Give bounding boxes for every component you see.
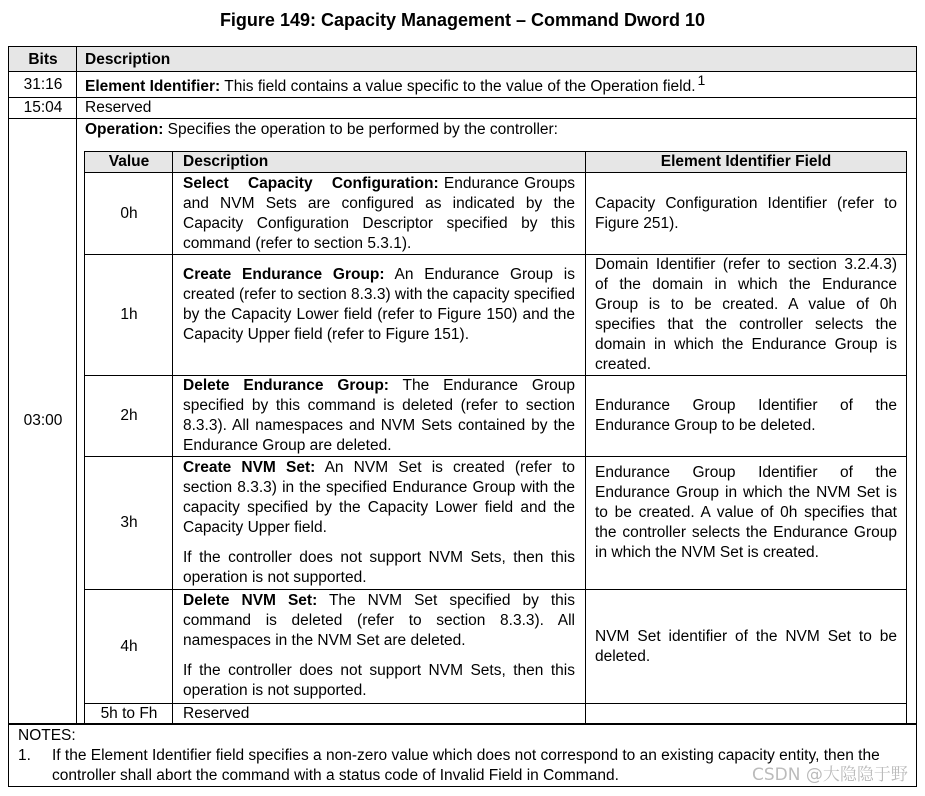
op-description-1h <box>183 265 575 345</box>
header-bits: Bits <box>28 51 58 68</box>
divider <box>85 589 906 590</box>
watermark: CSDN @大隐隐于野 <box>752 765 908 785</box>
notes-heading: NOTES: <box>18 727 76 744</box>
op-label-0h: Select Capacity Configuration: <box>183 175 439 192</box>
op-value-2h: 2h <box>120 407 138 424</box>
figure-title: Figure 149: Capacity Management – Command Dword 10 <box>219 10 706 30</box>
header-element-identifier-field: Element Identifier Field <box>660 153 832 170</box>
op-description-reserved: Reserved <box>183 705 250 722</box>
operation-description <box>85 120 905 140</box>
op-label-2h: Delete Endurance Group: <box>183 377 389 394</box>
footnote-ref: 1 <box>697 72 706 88</box>
bits-column-divider <box>76 47 77 724</box>
op-text-2h: The Endurance Group specified by this command is deleted (refer to section 8.3.3). All namespaces and NVM Sets contained by the Endurance Group are deleted. <box>183 377 575 454</box>
op-description-0h <box>183 174 575 254</box>
op-label-3h: Create NVM Set: <box>183 459 316 476</box>
op-value-3h: 3h <box>120 514 138 531</box>
op-value-4h: 4h <box>120 638 138 655</box>
description-column-divider <box>585 152 586 723</box>
op-element-id-2h: Endurance Group Identifier of the Endurance Group to be deleted. <box>595 397 897 434</box>
reserved-description: Reserved <box>85 99 152 116</box>
op-text-4h: The NVM Set specified by this command is deleted (refer to section 8.3.3). All namespaces in the NVM Set are deleted. <box>183 592 575 649</box>
op-value-1h: 1h <box>120 306 138 323</box>
op-description-2h <box>183 376 575 456</box>
op-element-id-0h: Capacity Configuration Identifier (refer to Figure 251). <box>595 195 897 232</box>
op-note-3h: If the controller does not support NVM Sets, then this operation is not supported. <box>183 549 575 586</box>
header-op-description: Description <box>183 153 269 170</box>
op-label-1h: Create Endurance Group: <box>183 266 385 283</box>
header-description: Description <box>85 51 171 68</box>
op-description-4h <box>183 591 575 701</box>
op-label-4h: Delete NVM Set: <box>183 592 318 609</box>
op-text-0h: Endurance Groups and NVM Sets are configured as indicated by the Capacity Configuration Descriptor specified by this command (refer to section 5.3.1). <box>183 175 575 252</box>
element-identifier-label: Element Identifier: <box>85 78 221 95</box>
element-identifier-description <box>85 72 905 97</box>
operation-label: Operation: <box>85 121 164 138</box>
note-number: 1. <box>18 747 31 764</box>
op-value-5h-to-fh: 5h to Fh <box>100 705 158 722</box>
operation-table <box>84 151 907 724</box>
note-text: If the Element Identifier field specifies a non-zero value which does not correspond to an existing capacity entity, then the controller shall abort the command with a status code of Invalid Field in Command. <box>52 747 880 784</box>
element-identifier-text: This field contains a value specific to the value of the Operation field. <box>220 78 696 95</box>
divider <box>9 71 916 72</box>
bits-03-00: 03:00 <box>23 412 63 429</box>
op-value-0h: 0h <box>120 205 138 222</box>
op-text-1h: An Endurance Group is created (refer to section 8.3.3) with the capacity specified by the Capacity Lower field (refer to Figure 150) and the Capacity Upper field (refer to Figure 151). <box>183 266 576 343</box>
op-text-3h: An NVM Set is created (refer to section 8.3.3) in the specified Endurance Group with the capacity specified by the Capacity Lower field and the Capacity Upper field. <box>183 459 575 536</box>
operation-text: Specifies the operation to be performed by the controller: <box>163 121 558 138</box>
divider <box>85 172 906 173</box>
op-element-id-1h: Domain Identifier (refer to section 3.2.4.3) of the domain in which the Endurance Group is to be created. A value of 0h specifies that the controller selects the domain in which the Endurance Group is created. <box>595 256 897 373</box>
bits-31-16: 31:16 <box>23 76 63 93</box>
divider <box>9 118 916 119</box>
op-element-id-4h: NVM Set identifier of the NVM Set to be deleted. <box>595 628 897 665</box>
op-note-4h: If the controller does not support NVM Sets, then this operation is not supported. <box>183 662 575 699</box>
bits-15-04: 15:04 <box>23 99 63 116</box>
op-description-3h <box>183 458 575 588</box>
op-element-id-3h: Endurance Group Identifier of the Endurance Group in which the NVM Set is to be created. A value of 0h specifies that the controller selects the Endurance Group in which the NVM Set is created. <box>595 464 897 561</box>
divider <box>85 456 906 457</box>
header-value: Value <box>108 153 150 170</box>
